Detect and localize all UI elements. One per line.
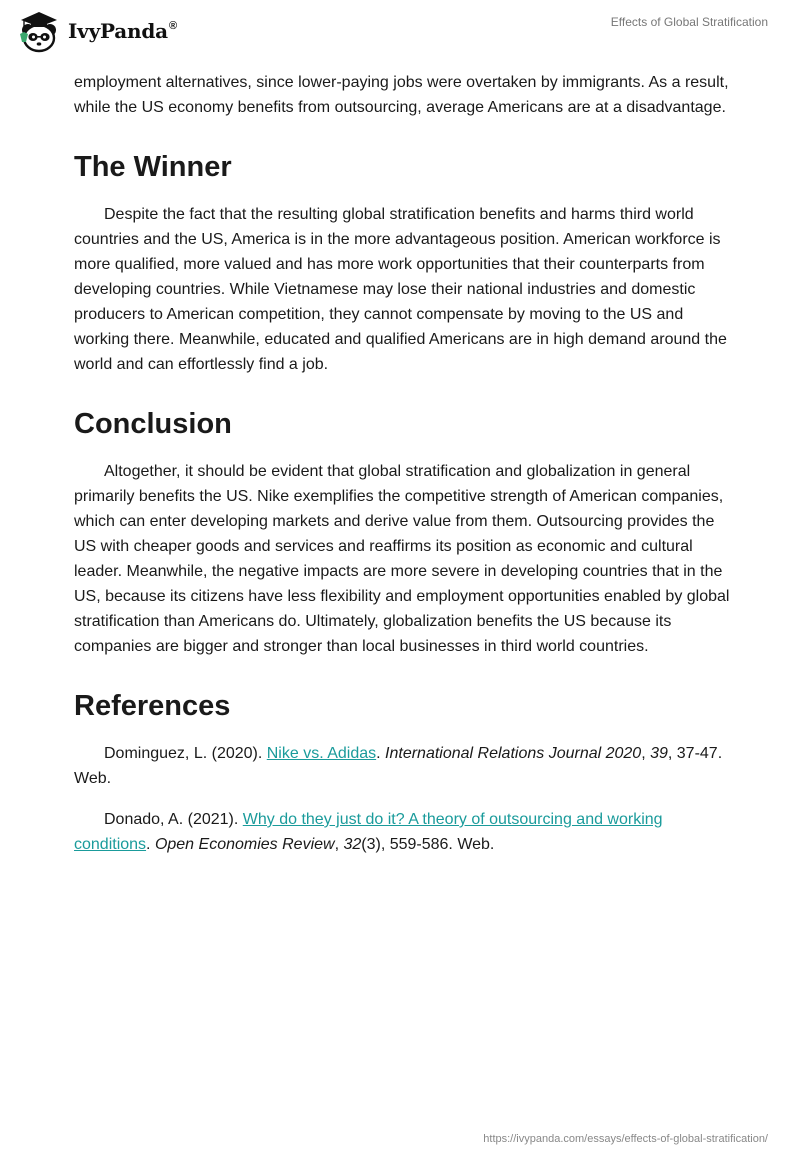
winner-paragraph: Despite the fact that the resulting global stratification benefits and harms third world countries and the US, America is in the more advantageous position. American workforce is more qualified, more valued and has more work opportunities that their counterparts from developing countries. While Vietnamese may lose their national industries and domestic producers to American competition, they cannot compensate by moving to the US and working there. Meanwhile, educated and qualified Americans are in high demand around the world and can effortlessly find a job. [74, 206, 727, 373]
section-heading-winner: The Winner [74, 151, 232, 183]
reference-item: Dominguez, L. (2020). Nike vs. Adidas. International Relations Journal 2020, 39, 37-47. Web. [74, 745, 723, 787]
essay-content [74, 70, 734, 857]
conclusion-paragraph: Altogether, it should be evident that global stratification and globalization in general primarily benefits the US. Nike exemplifies the competitive strength of American companies, which can enter developing markets and derive value from them. Outsourcing provides the US with cheaper goods and services and reaffirms its position as economic and cultural leader. Meanwhile, the negative impacts are more severe in developing countries that in the US, because its citizens have less flexibility and employment opportunities enabled by global stratification than Americans do. Ultimately, globalization benefits the US because its companies are bigger and stronger than local businesses in third world countries. [74, 463, 730, 655]
brand-logo[interactable] [14, 8, 177, 54]
section-heading-conclusion: Conclusion [74, 408, 232, 440]
document-title: Effects of Global Stratification [610, 15, 768, 29]
reference-link-nike-vs-adidas[interactable]: Nike vs. Adidas [266, 745, 377, 762]
page-header [0, 0, 800, 66]
intro-paragraph: employment alternatives, since lower-paying jobs were overtaken by immigrants. As a result, while the US economy benefits from outsourcing, average Americans are at a disadvantage. [74, 74, 729, 116]
source-url[interactable]: https://ivypanda.com/essays/effects-of-global-stratification/ [483, 1133, 768, 1145]
reference-link-outsourcing-theory[interactable]: Why do they just do it? A theory of outsourcing and working conditions [74, 811, 663, 853]
brand-name: IvyPanda® [68, 19, 177, 43]
reference-item: Donado, A. (2021). Why do they just do it? A theory of outsourcing and working conditions. Open Economies Review, 32(3), 559-586. Web. [74, 811, 663, 853]
section-heading-references: References [74, 690, 231, 722]
reference-list [74, 741, 734, 857]
panda-graduate-icon [14, 8, 64, 54]
